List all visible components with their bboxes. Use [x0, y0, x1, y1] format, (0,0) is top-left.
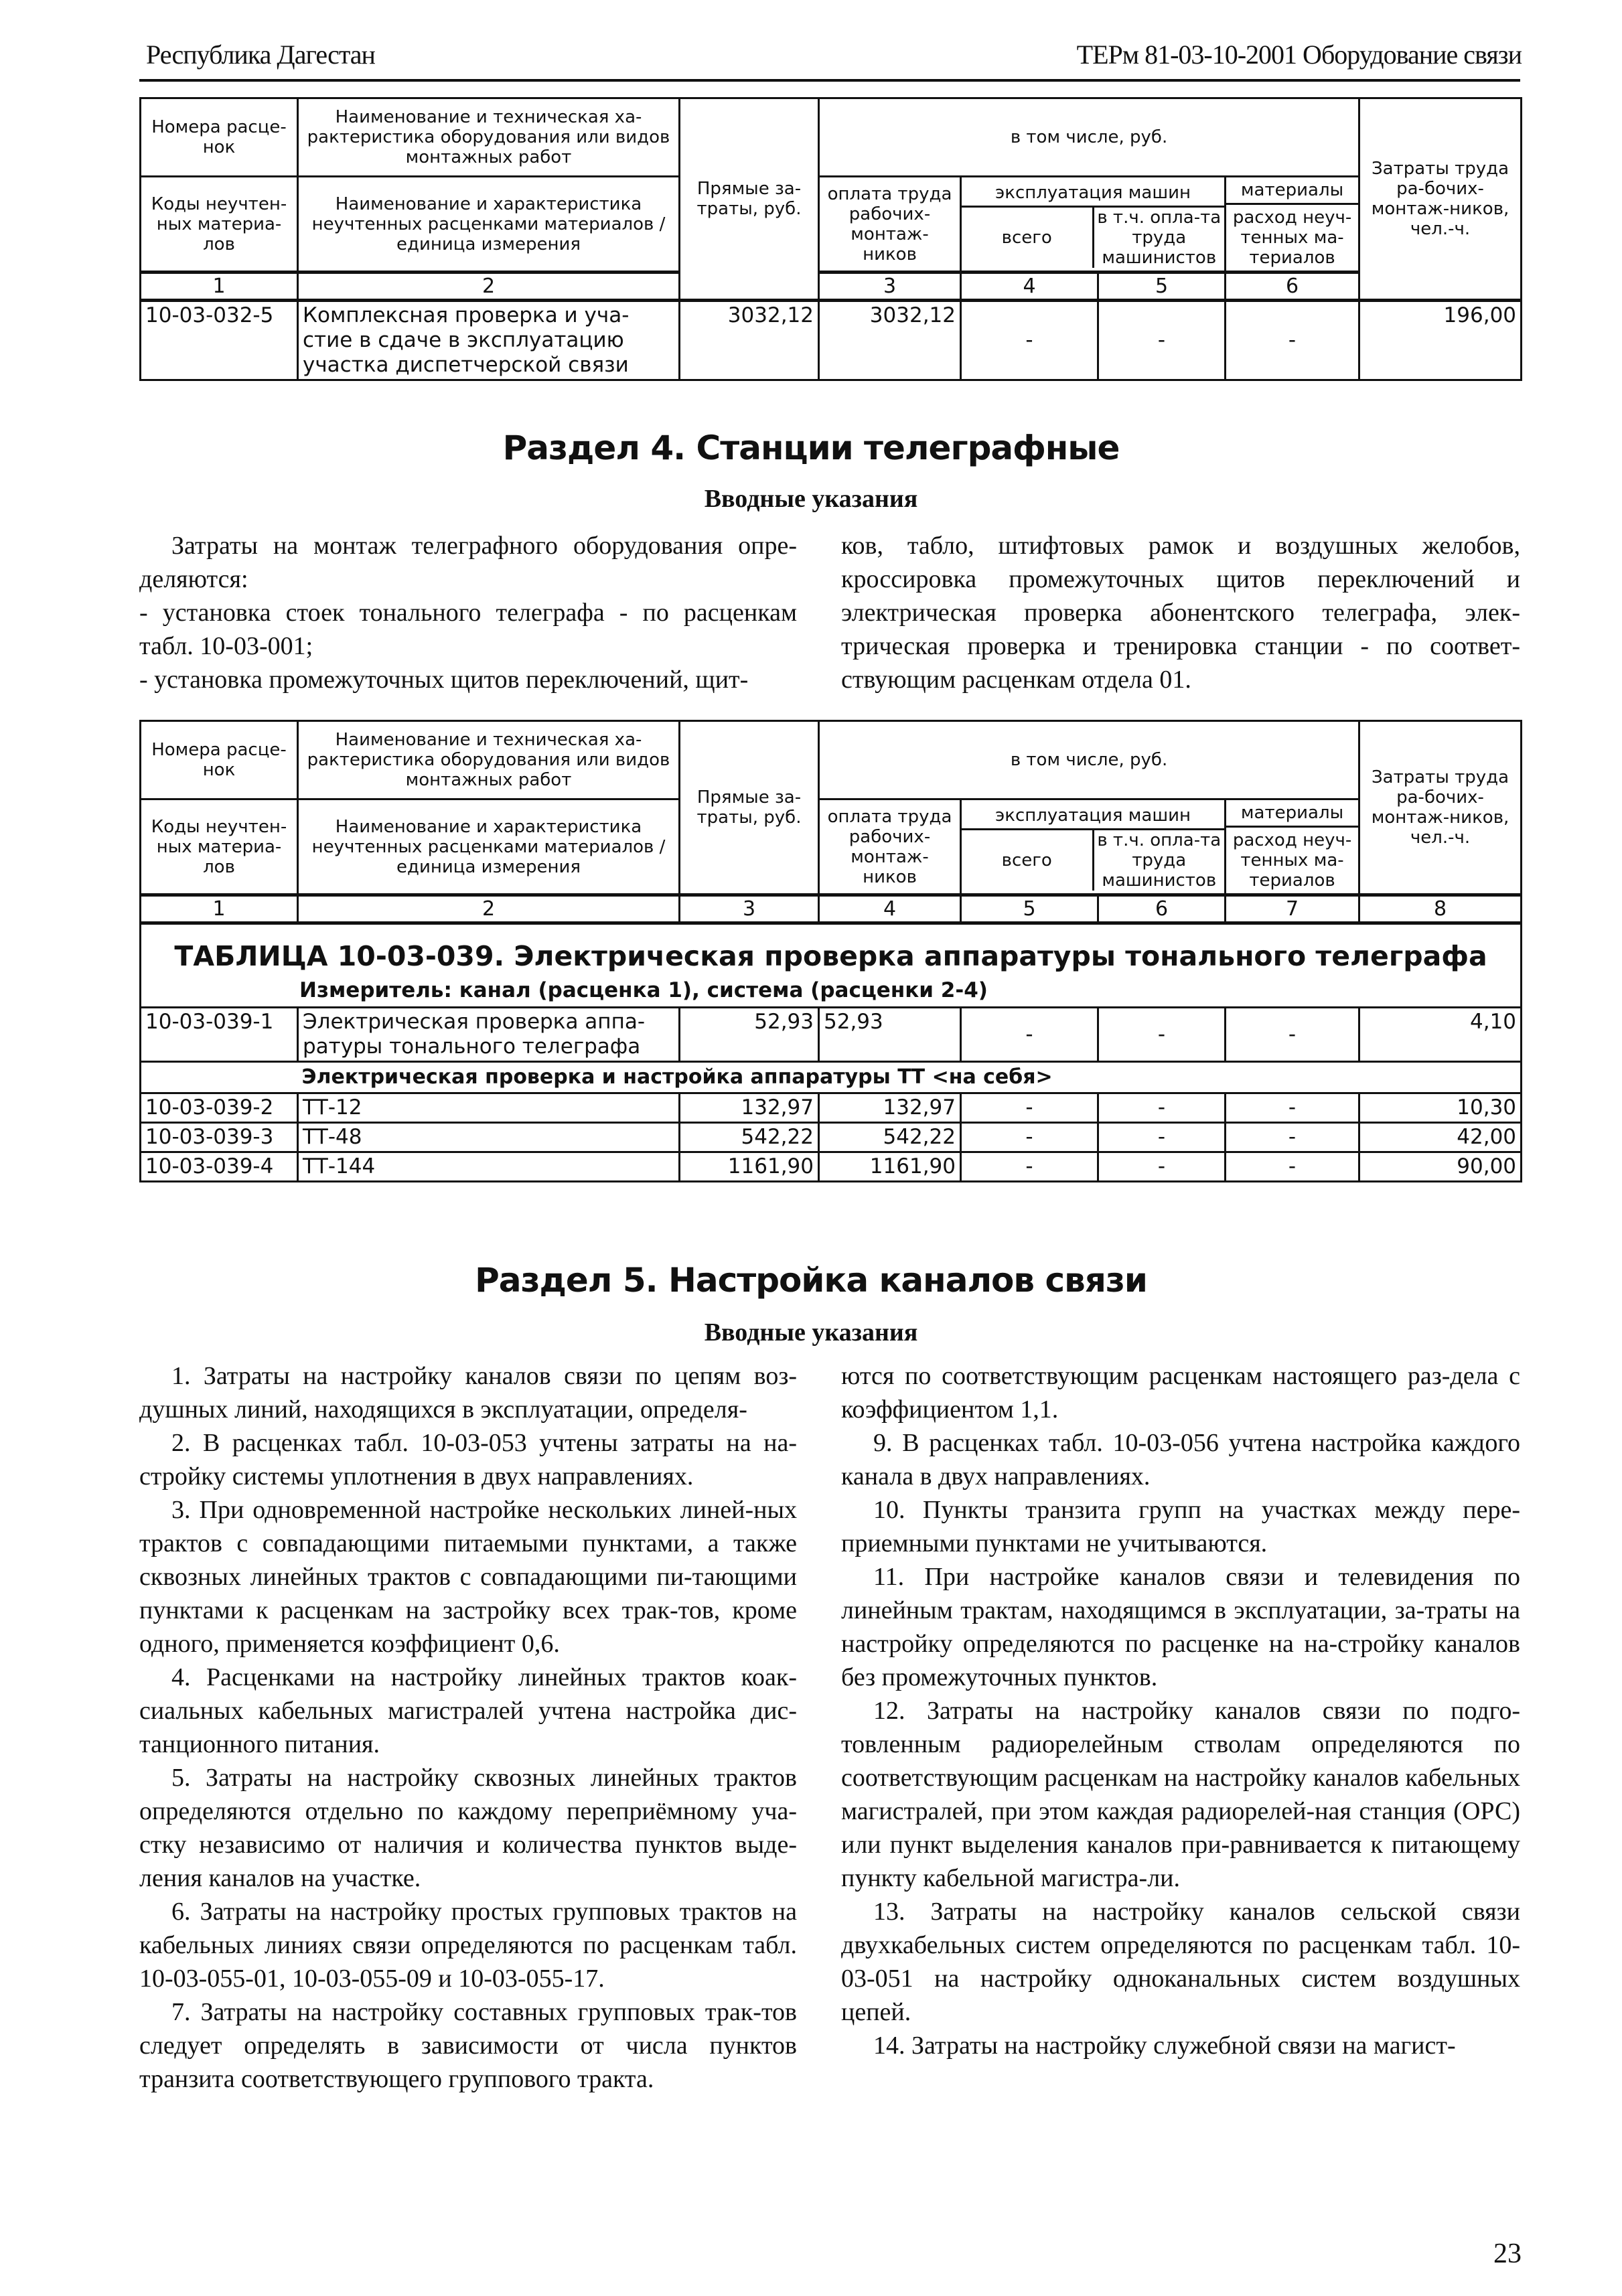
table-caption: ТАБЛИЦА 10-03-039. Электрическая проверка аппаратуры тонального телеграфа [174, 940, 1487, 972]
running-header-region: Республика Дагестан [146, 40, 375, 70]
column-number: 3 [680, 895, 819, 923]
direct-cost: 542,22 [680, 1123, 819, 1152]
running-header-document-code: ТЕРм 81-03-10-2001 Оборудование связи [1076, 40, 1522, 70]
header-rate-numbers: Номера расце-нок [141, 721, 298, 799]
materials: - [1226, 1093, 1359, 1123]
table-measure: Измеритель: канал (расценка 1), система (расценки 2-4) [299, 978, 988, 1002]
header-labor-costs: Затраты труда ра-бочих-монтаж-ников, чел.-ч. [1359, 98, 1522, 301]
machines-total: - [961, 1008, 1098, 1062]
column-number: 6 [1226, 273, 1359, 301]
rate-code: 10-03-039-4 [141, 1152, 298, 1182]
header-materials-group [1226, 177, 1359, 273]
worker-pay: 3032,12 [819, 301, 961, 380]
section-4-title: Раздел 4. Станции телеграфные [502, 429, 1120, 467]
column-number: 6 [1098, 895, 1226, 923]
header-material-name: Наименование и характеристика неучтенных расценками материалов / единица измерения [298, 799, 680, 895]
header-direct-costs: Прямые за-траты, руб. [680, 98, 819, 301]
header-machines-total: всего [962, 830, 1094, 891]
worker-pay: 542,22 [819, 1123, 961, 1152]
materials: - [1226, 1123, 1359, 1152]
table-caption-cell [141, 923, 1522, 1008]
machines-total: - [961, 1123, 1098, 1152]
labor-cost: 42,00 [1359, 1123, 1522, 1152]
paragraph: 1. Затраты на настройку каналов связи по цепям воз-душных линий, находящихся в эксплуатации, определя- [139, 1362, 797, 1424]
header-machines-total: всего [962, 208, 1094, 268]
header-material-codes: Коды неучтен-ных материа-лов [141, 799, 298, 895]
column-number: 5 [961, 895, 1098, 923]
paragraph: 10. Пункты транзита групп на участках между пере-приемными пунктами не учитываются. [841, 1496, 1520, 1557]
section-5-right-column [841, 1359, 1520, 2062]
direct-cost: 1161,90 [680, 1152, 819, 1182]
machines-total: - [961, 301, 1098, 380]
machines-total: - [961, 1093, 1098, 1123]
direct-cost: 132,97 [680, 1093, 819, 1123]
header-labor-costs: Затраты труда ра-бочих-монтаж-ников, чел.-ч. [1359, 721, 1522, 895]
section-4-intro-heading: Вводные указания [704, 485, 918, 513]
rate-name: ТТ-144 [298, 1152, 680, 1182]
labor-cost: 196,00 [1359, 301, 1522, 380]
header-materials-sub: расход неуч-тенных ма-териалов [1232, 208, 1352, 268]
labor-cost: 90,00 [1359, 1152, 1522, 1182]
header-machines-group [961, 799, 1226, 895]
header-materials-group [1226, 799, 1359, 895]
worker-pay: 132,97 [819, 1093, 961, 1123]
header-machines-pay: в т.ч. опла-та труда машинистов [1097, 208, 1222, 268]
materials: - [1226, 1008, 1359, 1062]
machines-total: - [961, 1152, 1098, 1182]
header-rate-numbers: Номера расце-нок [141, 98, 298, 177]
header-materials: материалы [1226, 177, 1358, 205]
header-material-name: Наименование и характеристика неучтенных расценками материалов / единица измерения [298, 177, 680, 273]
paragraph: 14. Затраты на настройку служебной связи на магист- [873, 2032, 1456, 2060]
column-number: 1 [141, 273, 298, 301]
column-number: 4 [819, 895, 961, 923]
materials: - [1226, 301, 1359, 380]
section-5-title: Раздел 5. Настройка каналов связи [475, 1261, 1147, 1300]
paragraph: 12. Затраты на настройку каналов связи по подго-товленным радиорелейным стволам определяются по соответствующим расценкам на настройку каналов кабельных магистралей, при этом каждая радиорелей-ная станция (ОРС) или пункт выделения каналов при-равнивается к питающему пункту кабельной магистра-ли. [841, 1697, 1520, 1892]
paragraph: Затраты на монтаж телеграфного оборудования опре-деляются: [139, 532, 797, 593]
header-worker-pay: оплата труда рабочих-монтаж-ников [819, 177, 961, 273]
direct-cost: 52,93 [680, 1008, 819, 1062]
paragraph: - установка стоек тонального телеграфа - по расценкам табл. 10-03-001; [139, 599, 797, 660]
column-number: 8 [1359, 895, 1522, 923]
paragraph: 2. В расценках табл. 10-03-053 учтены затраты на на-стройку системы уплотнения в двух направлениях. [139, 1429, 797, 1490]
paragraph: 5. Затраты на настройку сквозных линейных трактов определяются отдельно по каждому переприёмному уча-стку независимо от наличия и количества пунктов выде-ления каналов на участке. [139, 1764, 797, 1892]
rate-name: Комплексная проверка и уча-стие в сдаче в эксплуатацию участка диспетчерской связи [298, 301, 680, 380]
column-number: 7 [1226, 895, 1359, 923]
rate-code: 10-03-039-1 [141, 1008, 298, 1062]
rate-name: Электрическая проверка аппа-ратуры тонального телеграфа [298, 1008, 680, 1062]
paragraph: 7. Затраты на настройку составных групповых трак-тов следует определять в зависимости от числа пунктов транзита соответствующего группового тракта. [139, 1998, 797, 2093]
column-number: 4 [961, 273, 1098, 301]
header-machines-group [961, 177, 1226, 273]
column-number: 3 [819, 273, 961, 301]
column-number: 1 [141, 895, 298, 923]
column-number: 2 [298, 895, 680, 923]
machines-pay: - [1098, 1123, 1226, 1152]
section-5-intro-heading: Вводные указания [704, 1318, 918, 1347]
paragraph: 3. При одновременной настройке нескольких линей-ных трактов с совпадающими питаемыми пунктами, а также сквозных линейных трактов с совпадающими пи-тающими пунктами к расценкам на застройку всех трак-тов, кроме одного, применяется коэффициент 0,6. [139, 1496, 797, 1658]
section-5-left-column [139, 1359, 797, 2096]
rate-name: ТТ-12 [298, 1093, 680, 1123]
paragraph: 4. Расценками на настройку линейных трактов коак-сиальных кабельных магистралей учтена настройка дис-танционного питания. [139, 1663, 797, 1758]
machines-pay: - [1098, 301, 1226, 380]
rate-code: 10-03-032-5 [141, 301, 298, 380]
header-worker-pay: оплата труда рабочих-монтаж-ников [819, 799, 961, 895]
paragraph: - установка промежуточных щитов переключений, щит- [139, 666, 749, 694]
machines-pay: - [1098, 1152, 1226, 1182]
header-machines: эксплуатация машин [962, 180, 1224, 208]
rate-name: ТТ-48 [298, 1123, 680, 1152]
rates-table-10-03-039 [139, 720, 1522, 1182]
rates-table-1 [139, 97, 1522, 381]
worker-pay: 52,93 [819, 1008, 961, 1062]
paragraph: ков, табло, штифтовых рамок и воздушных желобов, кроссировка промежуточных щитов переключений и электрическая проверка абонентского телеграфа, элек-трическая проверка и тренировка станции - по соответ-ствующим расценкам отдела 01. [841, 532, 1520, 694]
page-number: 23 [1493, 2238, 1522, 2269]
paragraph: 9. В расценках табл. 10-03-056 учтена настройка каждого канала в двух направлениях. [841, 1429, 1520, 1490]
table-subheading: Электрическая проверка и настройка аппаратуры ТТ <на себя> [298, 1062, 1522, 1093]
header-work-name: Наименование и техническая ха-рактеристика оборудования или видов монтажных работ [298, 721, 680, 799]
direct-cost: 3032,12 [680, 301, 819, 380]
column-number: 5 [1098, 273, 1226, 301]
machines-pay: - [1098, 1093, 1226, 1123]
header-work-name: Наименование и техническая ха-рактеристика оборудования или видов монтажных работ [298, 98, 680, 177]
header-machines-pay: в т.ч. опла-та труда машинистов [1097, 830, 1222, 891]
header-materials-sub: расход неуч-тенных ма-териалов [1232, 830, 1352, 891]
header-material-codes: Коды неучтен-ных материа-лов [141, 177, 298, 273]
header-materials: материалы [1226, 800, 1358, 828]
paragraph: 11. При настройке каналов связи и телевидения по линейным трактам, находящимся в эксплуатации, за-траты на настройку определяются по расценке на на-стройку каналов без промежуточных пунктов. [841, 1563, 1520, 1691]
header-including: в том числе, руб. [819, 721, 1359, 799]
paragraph: 6. Затраты на настройку простых групповых трактов на кабельных линиях связи определяются по расценкам табл. 10-03-055-01, 10-03-055-09 и 10-03-055-17. [139, 1898, 797, 1993]
worker-pay: 1161,90 [819, 1152, 961, 1182]
materials: - [1226, 1152, 1359, 1182]
header-direct-costs: Прямые за-траты, руб. [680, 721, 819, 895]
section-4-right-column [841, 529, 1520, 696]
rate-code: 10-03-039-2 [141, 1093, 298, 1123]
labor-cost: 4,10 [1359, 1008, 1522, 1062]
machines-pay: - [1098, 1008, 1226, 1062]
header-including: в том числе, руб. [819, 98, 1359, 177]
header-rule [139, 79, 1520, 82]
column-number: 2 [298, 273, 680, 301]
rate-code: 10-03-039-3 [141, 1123, 298, 1152]
paragraph: ются по соответствующим расценкам настоящего раз-дела с коэффициентом 1,1. [841, 1362, 1520, 1424]
paragraph: 13. Затраты на настройку каналов сельской связи двухкабельных систем определяются по расценкам табл. 10-03-051 на настройку одноканальных систем воздушных цепей. [841, 1898, 1520, 2026]
header-machines: эксплуатация машин [962, 803, 1224, 830]
section-4-left-column [139, 529, 797, 696]
labor-cost: 10,30 [1359, 1093, 1522, 1123]
